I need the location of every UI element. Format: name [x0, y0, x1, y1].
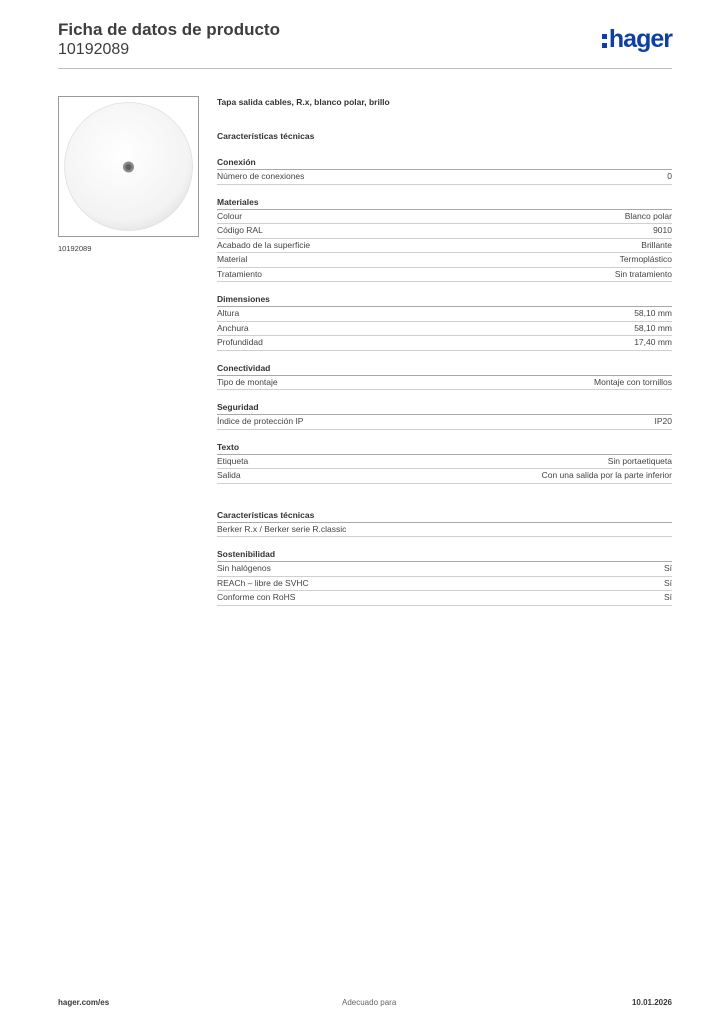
spec-value: Sin tratamiento: [614, 268, 672, 279]
spec-value: Blanco polar: [624, 210, 672, 221]
spec-row: [217, 253, 672, 268]
footer-suitable-for: Adecuado para: [342, 998, 397, 1007]
spec-row: [217, 523, 672, 538]
spec-group-title: Materiales: [217, 196, 672, 210]
spec-row: [217, 268, 672, 283]
spec-row: [217, 591, 672, 606]
spec-row: [217, 239, 672, 254]
spec-group-title: Conectividad: [217, 362, 672, 376]
footer-date: 10.01.2026: [631, 998, 672, 1007]
spec-value: 17,40 mm: [634, 337, 672, 347]
hager-logo: [602, 26, 672, 52]
sustainability-title: Sostenibilidad: [217, 548, 672, 562]
spec-row: [217, 170, 672, 185]
spec-row: [217, 577, 672, 592]
image-caption: 10192089: [58, 244, 92, 253]
spec-row: [217, 210, 672, 225]
spec-label: Acabado de la superficie: [217, 239, 311, 250]
spec-value: 9010: [653, 225, 672, 235]
spec-group-series: [217, 509, 672, 538]
spec-group: [217, 362, 672, 391]
spec-value: 58,10 mm: [634, 308, 672, 318]
spec-label: REACh – libre de SVHC: [217, 577, 309, 588]
spec-row: [217, 376, 672, 391]
spec-group: [217, 196, 672, 283]
spec-value: 0: [667, 171, 672, 181]
spec-value: Sí: [663, 577, 672, 588]
spec-row: [217, 336, 672, 351]
spec-label: Berker R.x / Berker serie R.classic: [217, 523, 347, 534]
round-cover-plate-icon: [63, 101, 194, 232]
spec-value: Con una salida por la parte inferior: [541, 470, 672, 480]
spec-group: [217, 441, 672, 484]
spec-group-sustainability: [217, 548, 672, 606]
spec-group-title: Seguridad: [217, 401, 672, 415]
spec-row: [217, 307, 672, 322]
logo-colon-icon: [602, 34, 607, 48]
spec-label: Etiqueta: [217, 455, 249, 466]
spec-value: Brillante: [641, 239, 672, 250]
page-header: [58, 20, 672, 70]
spec-row: [217, 415, 672, 430]
spec-label: Tipo de montaje: [217, 376, 278, 387]
spec-value: 58,10 mm: [634, 322, 672, 333]
spec-group: [217, 401, 672, 430]
spec-group-title: Texto: [217, 441, 672, 455]
spec-label: Sin halógenos: [217, 563, 271, 573]
logo-text: hager: [608, 25, 672, 53]
spec-label: Tratamiento: [217, 268, 263, 279]
section2-title: Características técnicas: [217, 509, 672, 523]
spec-label: Altura: [217, 308, 240, 318]
spec-group: [217, 293, 672, 351]
spec-label: Código RAL: [217, 225, 263, 235]
section-title: Características técnicas: [217, 131, 315, 141]
spec-label: Material: [217, 254, 248, 264]
spec-row: [217, 455, 672, 470]
footer-website: hager.com/es: [58, 998, 110, 1007]
spec-value: Montaje con tornillos: [594, 376, 672, 387]
spec-groups: [217, 156, 672, 484]
spec-value: Sí: [663, 592, 672, 602]
product-number: 10192089: [58, 41, 130, 58]
spec-row: [217, 322, 672, 337]
spec-row: [217, 224, 672, 239]
spec-row: [217, 562, 672, 577]
spec-group-title: Conexión: [217, 156, 672, 170]
spec-value: Sin portaetiqueta: [607, 455, 672, 466]
spec-label: Colour: [217, 210, 243, 221]
spec-value: Sí: [663, 563, 672, 573]
spec-label: Profundidad: [217, 337, 263, 347]
product-name: Tapa salida cables, R.x, blanco polar, brillo: [217, 97, 390, 107]
page-footer: [58, 998, 672, 1010]
spec-content: [217, 96, 672, 617]
header-divider: [58, 68, 672, 69]
page-title: Ficha de datos de producto: [58, 20, 280, 39]
spec-row: [217, 469, 672, 484]
spec-value: IP20: [654, 416, 672, 426]
spec-group: [217, 156, 672, 185]
spec-label: Salida: [217, 470, 241, 480]
spec-value: Termoplástico: [619, 254, 672, 264]
spec-label: Anchura: [217, 322, 249, 333]
spec-label: Índice de protección IP: [217, 416, 304, 426]
spec-label: Número de conexiones: [217, 171, 305, 181]
product-image: [58, 96, 199, 237]
spec-label: Conforme con RoHS: [217, 592, 296, 602]
spec-group-title: Dimensiones: [217, 293, 672, 307]
